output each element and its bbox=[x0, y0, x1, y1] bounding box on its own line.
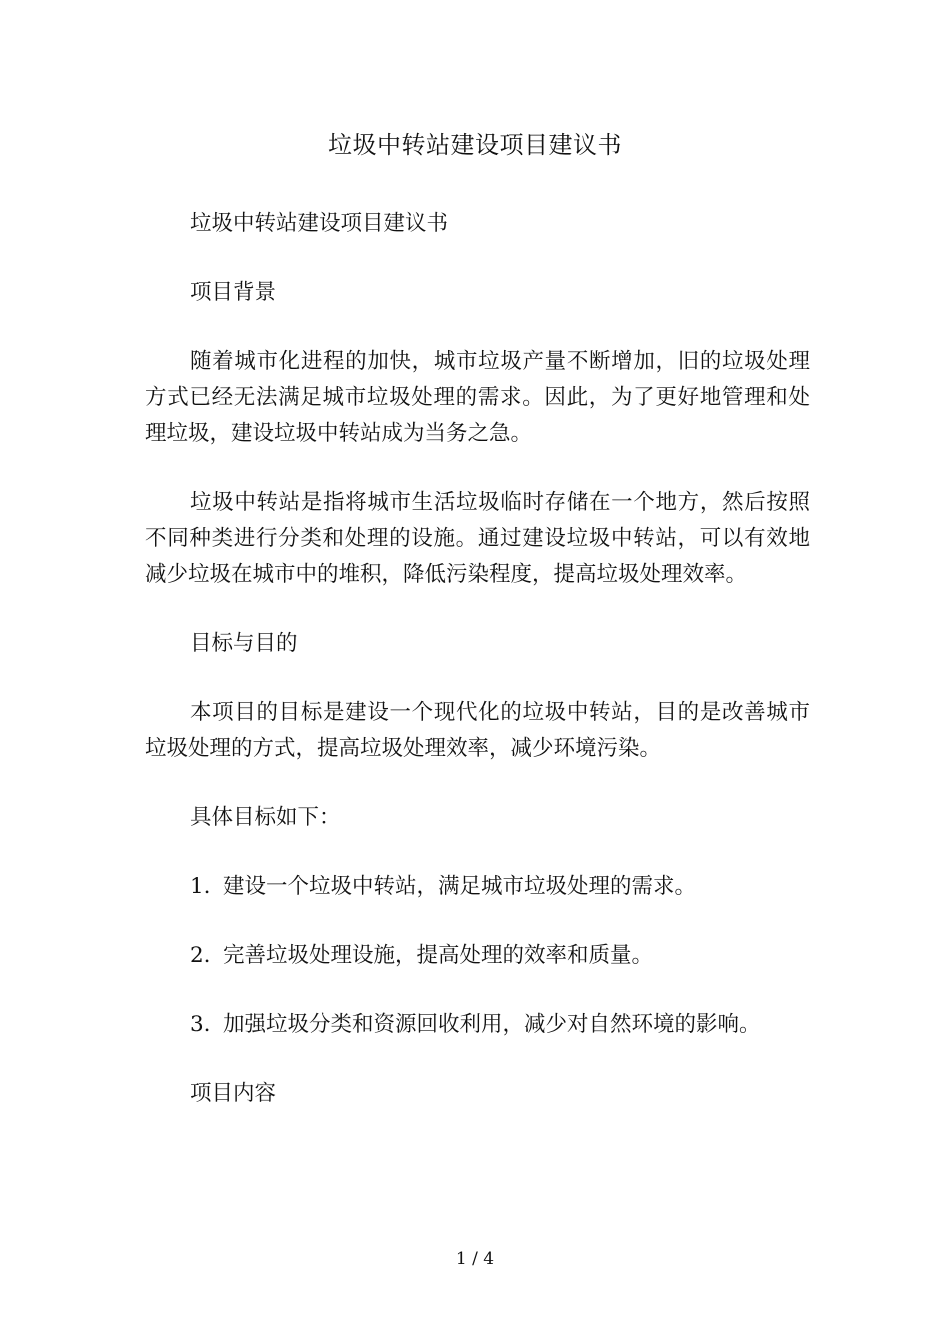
list-item-number: 3. bbox=[190, 1012, 211, 1037]
page-indicator: 1 / 4 bbox=[455, 1249, 495, 1269]
paragraph-goals: 本项目的目标是建设一个现代化的垃圾中转站，目的是改善城市垃圾处理的方式，提高垃圾处理效率，减少环境污染。 bbox=[145, 700, 810, 761]
paragraph-background-1: 随着城市化进程的加快，城市垃圾产量不断增加，旧的垃圾处理方式已经无法满足城市垃圾处理的需求。因此，为了更好地管理和处理垃圾，建设垃圾中转站成为当务之急。 bbox=[145, 349, 810, 446]
list-item bbox=[145, 938, 810, 974]
list-item-number: 2. bbox=[190, 943, 211, 968]
paragraph-background-2: 垃圾中转站是指将城市生活垃圾临时存储在一个地方，然后按照不同种类进行分类和处理的设施。通过建设垃圾中转站，可以有效地减少垃圾在城市中的堆积，降低污染程度，提高垃圾处理效率。 bbox=[145, 490, 810, 587]
list-item-text: 加强垃圾分类和资源回收利用，减少对自然环境的影响。 bbox=[223, 1012, 761, 1037]
list-item-number: 1. bbox=[190, 874, 211, 899]
document-title: 垃圾中转站建设项目建议书 bbox=[328, 131, 622, 159]
list-item bbox=[145, 869, 810, 905]
document-body bbox=[145, 206, 810, 1112]
list-item bbox=[145, 1007, 810, 1043]
paragraph-subtitle: 垃圾中转站建设项目建议书 bbox=[190, 211, 449, 236]
heading-goals: 目标与目的 bbox=[190, 631, 298, 656]
list-item-text: 建设一个垃圾中转站，满足城市垃圾处理的需求。 bbox=[223, 874, 697, 899]
heading-project-content: 项目内容 bbox=[190, 1081, 277, 1106]
paragraph-specific-goals: 具体目标如下： bbox=[190, 805, 341, 830]
heading-background: 项目背景 bbox=[190, 280, 277, 305]
list-item-text: 完善垃圾处理设施，提高处理的效率和质量。 bbox=[223, 943, 654, 968]
